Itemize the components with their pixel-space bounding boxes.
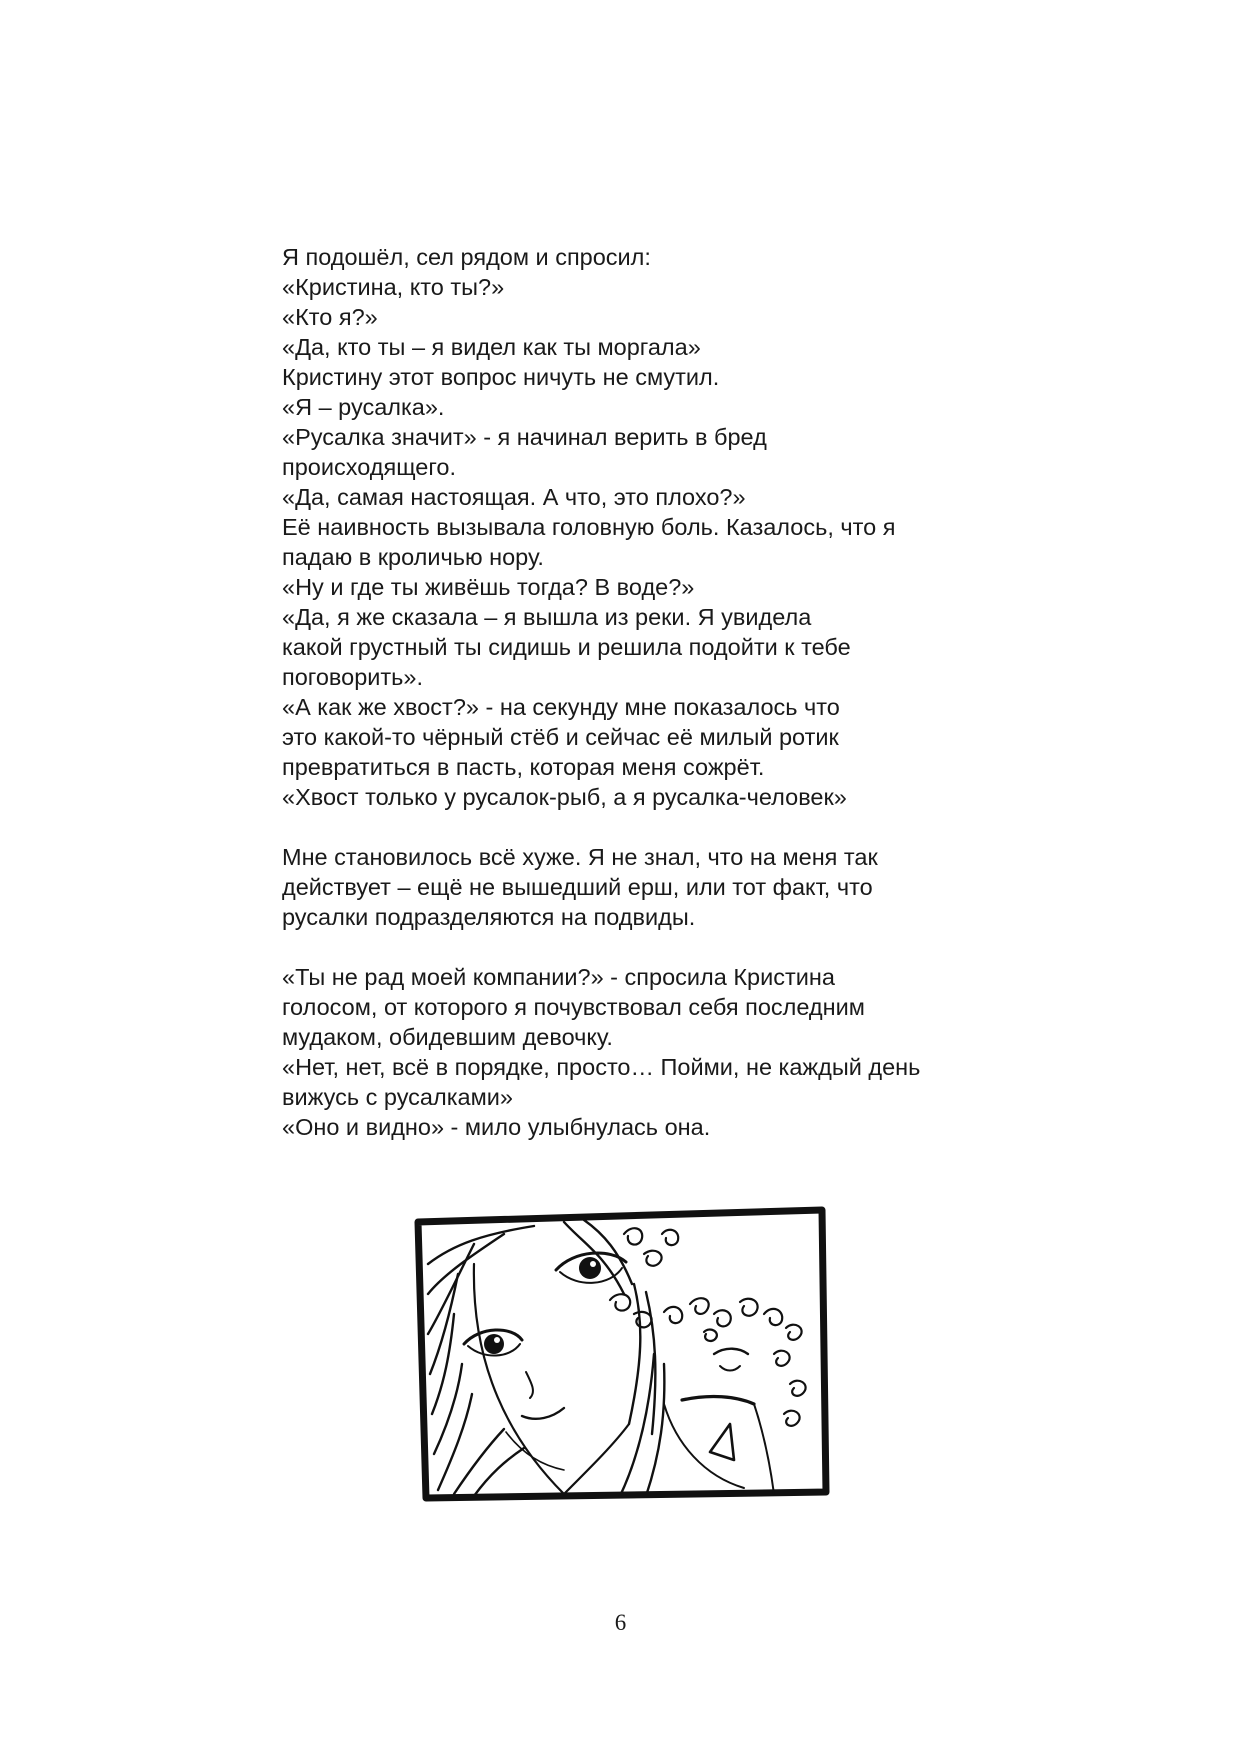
story-text [282,242,1042,1142]
text-line: Мне становилось всё хуже. Я не знал, что на меня так [282,844,878,870]
face-contour [474,1264,564,1494]
boy-cheek [754,1404,774,1494]
text-line: голосом, от которого я почувствовал себя последним [282,994,865,1020]
text-line: «Ну и где ты живёшь тогда? В воде?» [282,574,695,600]
text-line: «Да, кто ты – я видел как ты моргала» [282,334,701,360]
paragraph-1 [282,242,1042,812]
text-line: русалки подразделяются на подвиды. [282,904,696,930]
jaw-line [564,1424,629,1494]
ink-illustration [414,1204,834,1506]
text-line: «А как же хвост?» - на секунду мне показалось что [282,694,840,720]
hair-strands [428,1220,664,1496]
boy-mouth [710,1424,734,1460]
boy-brow [714,1349,748,1354]
text-line: вижусь с русалками» [282,1084,513,1110]
text-line: Кристину этот вопрос ничуть не смутил. [282,364,720,390]
text-line: «Я – русалка». [282,394,445,420]
paragraph-3 [282,962,1042,1142]
panel-frame [418,1210,826,1498]
text-line: «Хвост только у русалок-рыб, а я русалка-человек» [282,784,847,810]
boy-brow-lower [682,1397,754,1404]
text-line: какой грустный ты сидишь и решила подойти к тебе [282,634,851,660]
text-line: «Кристина, кто ты?» [282,274,505,300]
nose [526,1372,533,1398]
text-line: «Оно и видно» - мило улыбнулась она. [282,1114,711,1140]
ink-drawing-icon [414,1204,834,1506]
text-line: Её наивность вызывала головную боль. Казалось, что я [282,514,896,540]
boy-eye [720,1366,740,1371]
eye-lower [464,1330,522,1356]
page-number: 6 [614,1610,627,1635]
text-line: «Кто я?» [282,304,378,330]
text-line: происходящего. [282,454,457,480]
text-line: превратиться в пасть, которая меня сожрёт. [282,754,765,780]
text-line: «Да, самая настоящая. А что, это плохо?» [282,484,746,510]
text-line: поговорить». [282,664,424,690]
text-line: Я подошёл, сел рядом и спросил: [282,244,651,270]
text-line: падаю в кроличью нору. [282,544,544,570]
text-line: «Русалка значит» - я начинал верить в бред [282,424,767,450]
text-line: действует – ещё не вышедший ерш, или тот факт, что [282,874,873,900]
cheek-line [506,1432,564,1470]
text-line: мудаком, обидевшим девочку. [282,1024,613,1050]
mouth [522,1408,564,1419]
text-line: «Нет, нет, всё в порядке, просто… Пойми, не каждый день [282,1054,921,1080]
paragraph-2 [282,842,1042,932]
text-line: это какой-то чёрный стёб и сейчас её милый ротик [282,724,839,750]
text-line: «Ты не рад моей компании?» - спросила Кристина [282,964,835,990]
text-line: «Да, я же сказала – я вышла из реки. Я увидела [282,604,812,630]
